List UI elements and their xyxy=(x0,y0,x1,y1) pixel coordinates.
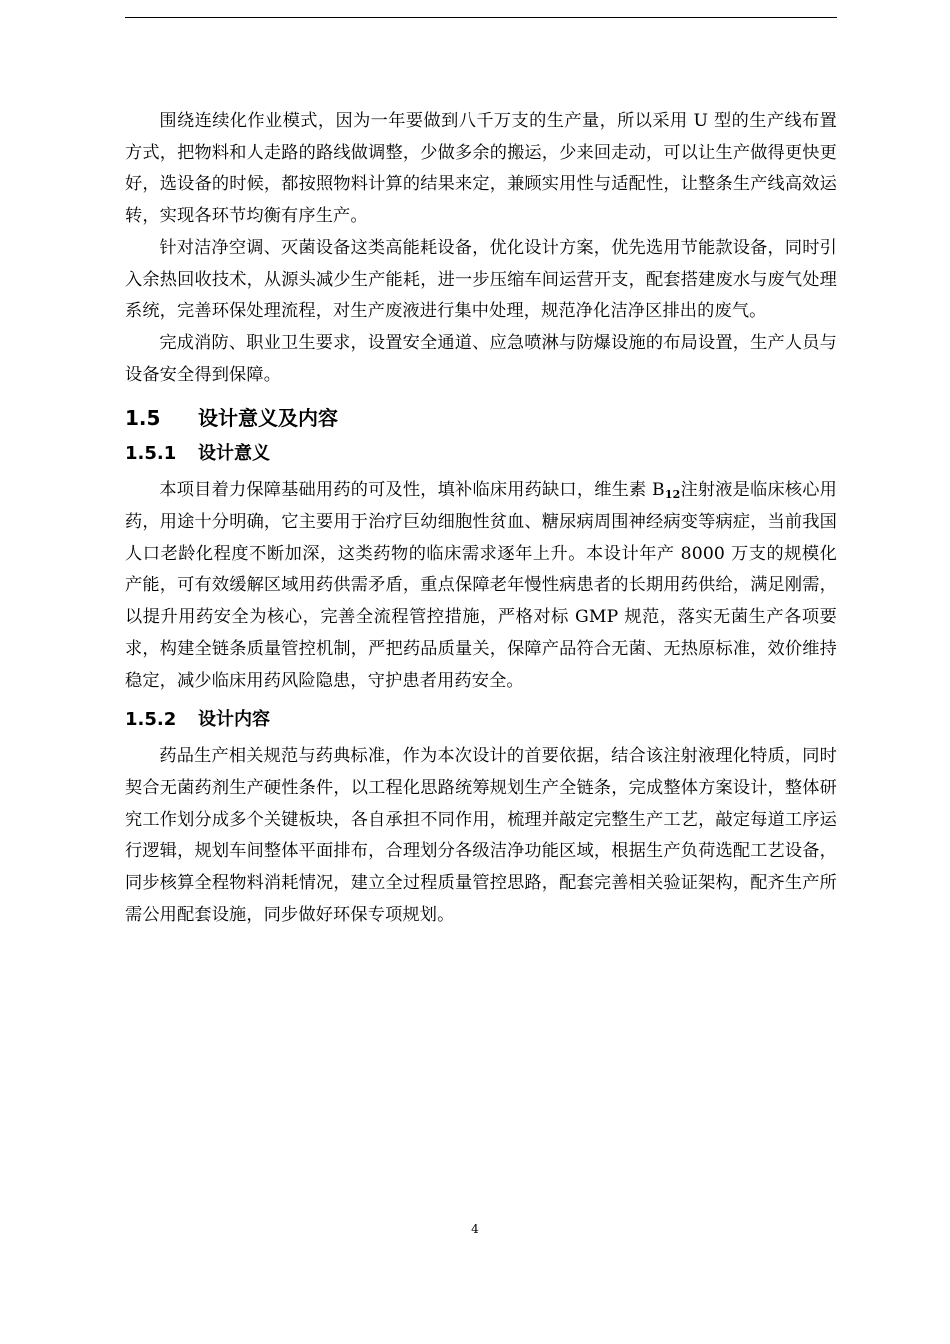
header-rule xyxy=(125,17,837,18)
subsection-heading-1-5-2 xyxy=(125,707,837,733)
section-title: 设计意义及内容 xyxy=(198,406,338,431)
paragraph-safety: 完成消防、职业卫生要求，设置安全通道、应急喷淋与防爆设施的布局设置，生产人员与设备安全得到保障。 xyxy=(125,332,837,385)
section-number: 1.5 xyxy=(125,406,161,431)
page-number: 4 xyxy=(471,1222,479,1236)
subsection-title: 设计内容 xyxy=(198,709,270,731)
significance-text-start: 本项目着力保障基础用药的可及性，填补临床用药缺口，维生素 B xyxy=(159,480,665,501)
subsection-heading-1-5-1 xyxy=(125,441,837,467)
vitamin-subscript: 12 xyxy=(664,488,681,502)
paragraph-significance xyxy=(125,475,837,697)
section-heading-1-5 xyxy=(125,405,837,431)
paragraph-energy: 针对洁净空调、灭菌设备这类高能耗设备，优化设计方案，优先选用节能款设备，同时引入余热回收技术，从源头减少生产能耗，进一步压缩车间运营开支，配套搭建废水与废气处理系统，完善环保处理流程，对生产废液进行集中处理，规范净化洁净区排出的废气。 xyxy=(125,237,837,322)
subsection-title: 设计意义 xyxy=(198,443,270,465)
subsection-number: 1.5.1 xyxy=(125,443,177,465)
paragraph-layout: 围绕连续化作业模式，因为一年要做到八千万支的生产量，所以采用 U 型的生产线布置方式，把物料和人走路的路线做调整，少做多余的搬运，少来回走动，可以让生产做得更快更好，选设备的时候，都按照物料计算的结果来定，兼顾实用性与适配性，让整条生产线高效运转，实现各环节均衡有序生产。 xyxy=(125,111,837,227)
page-content xyxy=(125,106,837,931)
significance-text-end: 注射液是临床核心用药，用途十分明确，它主要用于治疗巨幼细胞性贫血、糖尿病周围神经病变等病症，当前我国人口老龄化程度不断加深，这类药物的临床需求逐年上升。本设计年产 8000 万支的规模化产能，可有效缓解区域用药供需矛盾，重点保障老年慢性病患者的长期用药供给，满足刚需，以提升用药安全为核心，完善全流程管控措施，严格对标 GMP 规范，落实无菌生产各项要求，构建全链条质量管控机制，严把药品质量关，保障产品符合无菌、无热原标准，效价维持稳定，减少临床用药风险隐患，守护患者用药安全。 xyxy=(125,480,837,691)
paragraph-content: 药品生产相关规范与药典标准，作为本次设计的首要依据，结合该注射液理化特质，同时契合无菌药剂生产硬性条件，以工程化思路统筹规划生产全链条，完成整体方案设计，整体研究工作划分成多个关键板块，各自承担不同作用，梳理并敲定完整生产工艺，敲定每道工序运行逻辑，规划车间整体平面排布，合理划分各级洁净功能区域，根据生产负荷选配工艺设备，同步核算全程物料消耗情况，建立全过程质量管控思路，配套完善相关验证架构，配齐生产所需公用配套设施，同步做好环保专项规划。 xyxy=(125,746,837,925)
subsection-number: 1.5.2 xyxy=(125,709,177,731)
